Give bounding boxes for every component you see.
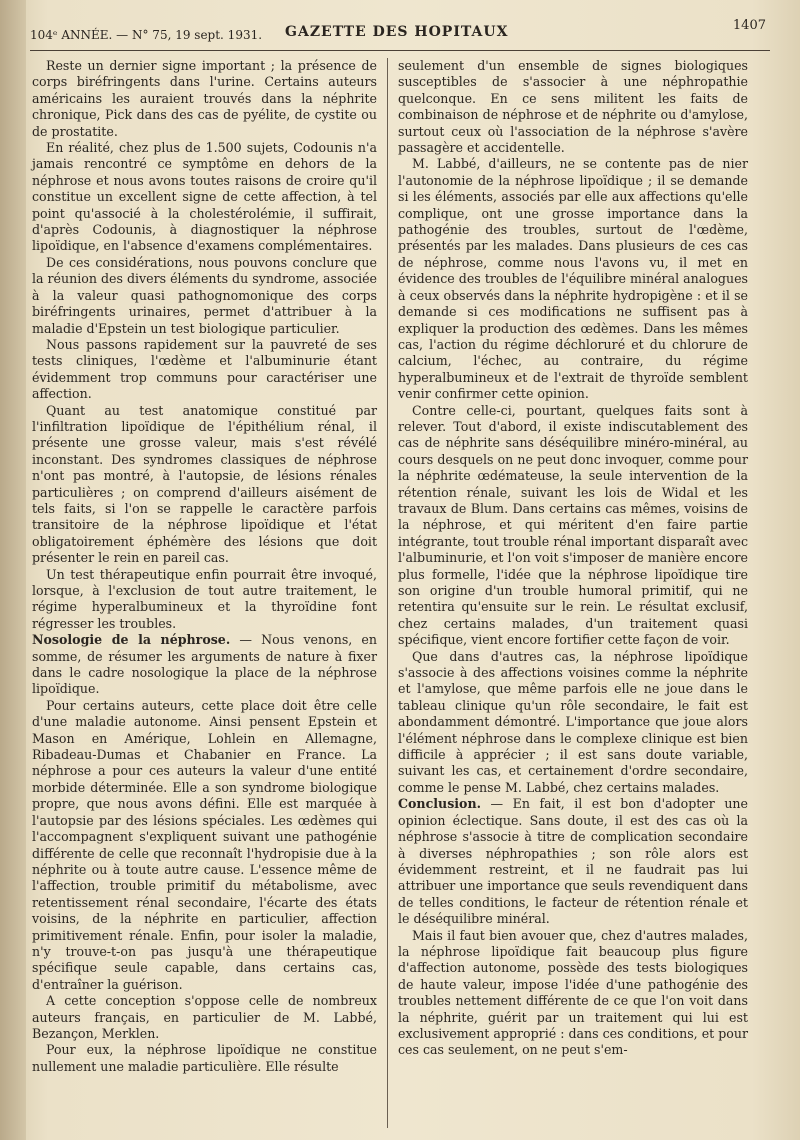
paragraph: Un test thérapeutique enfin pourrait être invoqué, lorsque, à l'exclusion de tout autre traitement, le régime hyperalbumineux et la thyroïdine font régresser les troubles. bbox=[32, 566, 377, 631]
paragraph: Nous passons rapidement sur la pauvreté de ses tests cliniques, l'œdème et l'albuminurie étant évidemment trop communs pour caractériser une affection. bbox=[32, 336, 377, 402]
page-header bbox=[30, 14, 770, 44]
paragraph: Pour eux, la néphrose lipoïdique ne constitue nullement une maladie particulière. Elle résulte bbox=[32, 1042, 377, 1074]
paragraph: Reste un dernier signe important ; la présence de corps biréfringents dans l'urine. Certains auteurs américains les auraient trouvés dans la néphrite chronique, Pick dans des cas de pyélite, de cystite ou de prostatite. bbox=[32, 58, 377, 139]
page-edge-shadow bbox=[0, 0, 26, 1140]
paragraph: Contre celle-ci, pourtant, quelques faits sont à relever. Tout d'abord, il existe indiscutablement des cas de néphrite sans déséquilibre minéro-minéral, au cours desquels on ne peut donc invoquer, comme pour la néphrite œdémateuse, la seule intervention de la rétention rénale, suivant les lois de Widal et les travaux de Blum. Dans certains cas mêmes, voisins de la néphrose, et qui méritent d'en faire partie intégrante, tout trouble rénal important disparaît avec l'albuminurie, et l'on voit s'imposer de manière encore plus formelle, l'idée que la néphrose lipoïdique tire son origine d'un trouble humoral primitif, qui ne retentira qu'ensuite sur le rein. Le résultat exclusif, chez certains malades, d'un traitement quasi spécifique, vient encore fortifier cette façon de voir. bbox=[398, 402, 748, 648]
paragraph: En réalité, chez plus de 1.500 sujets, Codounis n'a jamais rencontré ce symptôme en dehors de la néphrose et nous avons toutes raisons de croire qu'il constitue un excellent signe de cette affection, à tel point qu'associé à la cholestérolémie, il suffirait, d'après Codounis, à diagnostiquer la néphrose lipoïdique, en l'absence d'examens complémentaires. bbox=[32, 140, 377, 254]
left-column bbox=[32, 58, 377, 1075]
paragraph: Quant au test anatomique constitué par l'infiltration lipoïdique de l'épithélium rénal, il présente une grosse valeur, mais s'est révélé inconstant. Des syndromes classiques de néphrose n'ont pas montré, à l'autopsie, de lésions rénales particulières ; on comprend d'ailleurs aisément de tels faits, si l'on se rappelle le caractère parfois transitoire de la néphrose lipoïdique et l'état obligatoirement éphémère des lésions que doit présenter le rein en pareil cas. bbox=[32, 402, 377, 566]
journal-title: GAZETTE DES HOPITAUX bbox=[285, 24, 509, 40]
column-separator bbox=[387, 58, 388, 1128]
paragraph: — En fait, il est bon d'adopter une opinion éclectique. Sans doute, il est des cas où la néphrose s'associe à titre de complication secondaire à diverses néphropathies ; son rôle alors est évidemment restreint, et il ne faudrait pas lui attribuer une importance que seuls revendiquent dans de telles conditions, le facteur de rétention rénale et le déséquilibre minéral. bbox=[398, 796, 748, 927]
issue-info: 104ᵉ ANNÉE. — N° 75, 19 sept. 1931. bbox=[30, 28, 263, 42]
section-conclusion bbox=[398, 796, 748, 927]
header-rule bbox=[30, 50, 770, 51]
paragraph: Pour certains auteurs, cette place doit être celle d'une maladie autonome. Ainsi pensent Epstein et Mason en Amérique, Lohlein en Allemagne, Ribadeau-Dumas et Chabanier en France. La néphrose a pour ces auteurs la valeur d'une entité morbide déterminée. Elle a son syndrome biologique propre, que nous avons défini. Elle est marquée à l'autopsie par des lésions spéciales. Les œdèmes qui l'accompagnent s'expliquent suivant une pathogénie différente de celle que reconnaît l'hydropisie due à la néphrite ou à toute autre cause. L'essence même de l'affection, trouble primitif du métabolisme, avec retentissement rénal secondaire, l'écarte des états voisins, de la néphrite en particulier, affection primitivement rénale. Enfin, pour isoler la maladie, n'y trouve-t-on pas jusqu'à une thérapeutique spécifique seule capable, dans certains cas, d'entraîner la guérison. bbox=[32, 697, 377, 992]
paragraph: seulement d'un ensemble de signes biologiques susceptibles de s'associer à une néphropathie quelconque. En ce sens militent les faits de combinaison de néphrose et de néphrite ou d'amylose, surtout ceux où l'association de la néphrose s'avère passagère et accidentelle. bbox=[398, 58, 748, 156]
right-column bbox=[398, 58, 748, 1059]
paragraph: M. Labbé, d'ailleurs, ne se contente pas de nier l'autonomie de la néphrose lipoïdique ; il se demande si les éléments, associés par elle aux affections qu'elle complique, ont une grosse importance dans la pathogénie des troubles, surtout de l'œdème, présentés par les malades. Dans plusieurs de ces cas de néphrose, comme nous l'avons vu, il met en évidence des troubles de l'équilibre minéral analogues à ceux observés dans la néphrite hydropigène : et il se demande si ces modifications ne suffisent pas à expliquer la production des œdèmes. Dans les mêmes cas, l'action du régime déchloruré et du chlorure de calcium, l'échec, au contraire, du régime hyperalbumineux et de l'extrait de thyroïde semblent venir confirmer cette opinion. bbox=[398, 156, 748, 402]
paragraph: Mais il faut bien avouer que, chez d'autres malades, la néphrose lipoïdique fait beaucoup plus figure d'affection autonome, possède des tests biologiques de haute valeur, impose l'idée d'une pathogénie des troubles nettement différente de ce que l'on voit dans la néphrite, guérit par un traitement qui lui est exclusivement approprié : dans ces conditions, et pour ces cas seulement, on ne peut s'em- bbox=[398, 927, 748, 1058]
paragraph: — Nous venons, en somme, de résumer les arguments de nature à fixer dans le cadre nosologique la place de la néphrose lipoïdique. bbox=[32, 632, 378, 697]
paragraph: A cette conception s'oppose celle de nombreux auteurs français, en particulier de M. Labbé, Bezançon, Merklen. bbox=[32, 993, 377, 1041]
page-number: 1407 bbox=[732, 18, 766, 33]
paragraph: Que dans d'autres cas, la néphrose lipoïdique s'associe à des affections voisines comme la néphrite et l'amylose, que même parfois elle ne joue dans le tableau clinique qu'un rôle secondaire, le fait est abondamment démontré. L'importance que joue alors l'élément néphrose dans le complexe clinique est bien difficile à apprécier ; il est sans doute variable, suivant les cas, et certainement d'ordre secondaire, comme le pense M. Labbé, chez certains malades. bbox=[398, 648, 748, 795]
section-nosologie bbox=[32, 632, 377, 698]
paragraph: De ces considérations, nous pouvons conclure que la réunion des divers éléments du syndrome, associée à la valeur quasi pathognomonique des corps biréfringents urinaires, permet d'attribuer à la maladie d'Epstein un test biologique particulier. bbox=[32, 254, 377, 336]
section-heading: Nosologie de la néphrose. bbox=[32, 632, 231, 648]
section-heading: Conclusion. bbox=[398, 796, 482, 812]
